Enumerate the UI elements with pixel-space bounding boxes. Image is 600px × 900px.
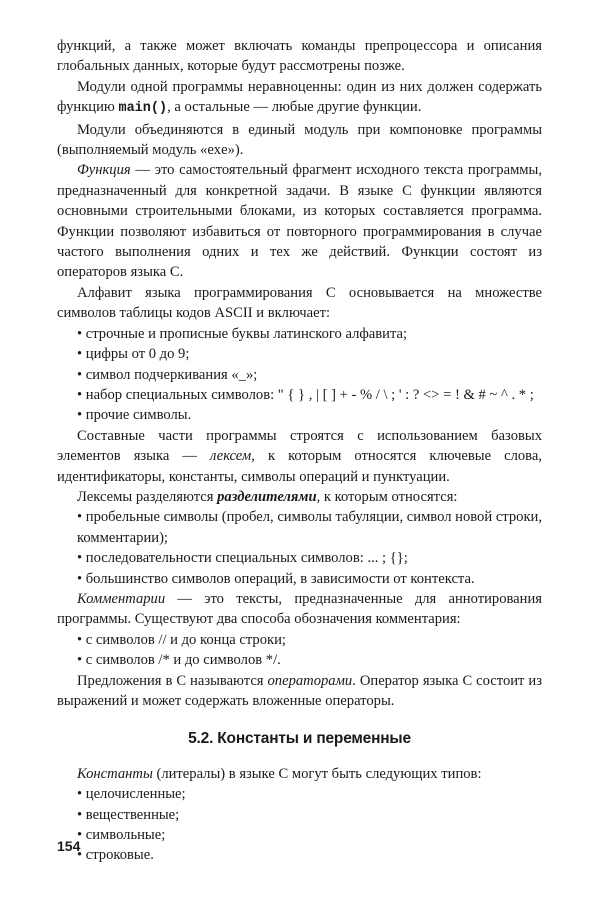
term-constants: Константы (77, 765, 153, 782)
list-item: • строчные и прописные буквы латинского алфавита; (77, 325, 408, 342)
paragraph (57, 487, 542, 507)
text: Предложения в С называются (77, 672, 268, 689)
term-lexeme: лексем (210, 448, 252, 465)
paragraph: Модули объединяются в единый модуль при компоновке программы (выполняемый модуль «exe»). (57, 121, 542, 159)
text: Составные части программы строятся с использованием базовых элементов языка — (57, 427, 542, 465)
text: Лексемы разделяются (77, 488, 218, 505)
text: . Оператор языка С состоит из выражений и может содержать вложенные операторы. (57, 672, 542, 709)
term-function: Функция (77, 162, 131, 179)
paragraph (57, 671, 542, 712)
text: Модули одной программы неравноценны: один из них должен содержать функцию (57, 78, 542, 116)
text: — это тексты, предназначенные для аннотирования программы. Существуют два способа обозначения комментария: (57, 590, 542, 628)
section-heading: 5.2. Константы и переменные (188, 730, 411, 748)
list-item: • целочисленные; (77, 786, 186, 803)
paragraph (57, 160, 542, 282)
list-item: • набор специальных символов: " { } , | [ ] + - % / \ ; ' : ? <> = ! & # ~ ^ . * ; (77, 386, 534, 403)
paragraph (57, 77, 542, 120)
page-number: 154 (57, 838, 81, 854)
paragraph (57, 426, 542, 487)
list-item: • вещественные; (77, 806, 180, 823)
list-item: • большинство символов операций, в зависимости от контекста. (77, 570, 475, 587)
code-main: main() (118, 101, 168, 117)
paragraph (57, 764, 542, 784)
term-operators: операторами (267, 672, 353, 689)
paragraph (57, 589, 542, 630)
list-item: • пробельные символы (пробел, символы табуляции, символ новой строки, комментарии); (77, 509, 542, 546)
list-item: • с символов // и до конца строки; (77, 631, 286, 648)
text: — это самостоятельный фрагмент исходного текста программы, предназначенный для конкретной задачи. В языке С функции являются основными строительными блоками, из которых составляется программа. Функции позволяют избавиться от повторного программирования в случае частого выполнения одних и тех же действий. Функции состоят из операторов языка С. (57, 162, 542, 281)
paragraph: функций, а также может включать команды препроцессора и описания глобальных данных, которые будут рассмотрены позже. (57, 38, 542, 75)
term-comments: Комментарии (77, 590, 166, 607)
page-body (57, 36, 542, 866)
term-separators: разделителями (217, 488, 317, 505)
list-item: • цифры от 0 до 9; (77, 346, 190, 363)
list-item: • последовательности специальных символов: ... ; {}; (77, 550, 408, 567)
list-item: • с символов /* и до символов */. (77, 652, 281, 669)
list-item: • строковые. (77, 847, 154, 864)
list-item: • символ подчеркивания «_»; (77, 366, 258, 383)
text: , а остальные — любые другие функции. (167, 99, 422, 116)
text: (литералы) в языке С могут быть следующих типов: (152, 765, 482, 782)
paragraph: Алфавит языка программирования С основывается на множестве символов таблицы кодов ASCII и включает: (57, 284, 542, 322)
list-item: • символьные; (77, 827, 166, 844)
list-item: • прочие символы. (77, 407, 192, 424)
text: , к которым относятся: (316, 488, 458, 505)
text: , к которым относятся ключевые слова, идентификаторы, константы, символы операций и пунктуации. (57, 448, 542, 485)
